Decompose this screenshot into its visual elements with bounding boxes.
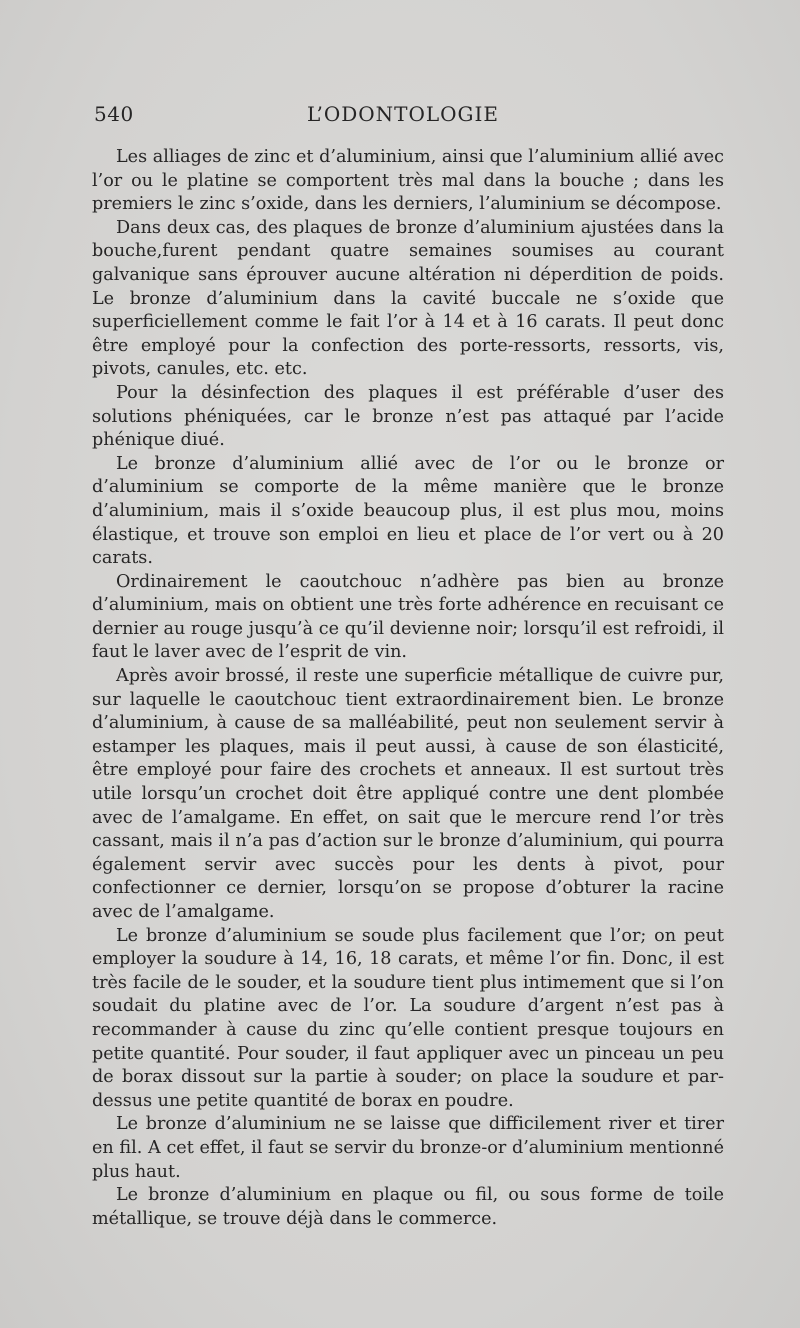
paragraph: Le bronze d’aluminium allié avec de l’or ou le bronze or d’aluminium se comporte de la même manière que le bronze d’aluminium, mais il s’oxide beaucoup plus, il est plus mou, moins élastique, et trouve son emploi en lieu et place de l’or vert ou à 20 carats. xyxy=(92,453,724,569)
page-number: 540 xyxy=(94,102,134,126)
paragraph: Après avoir brossé, il reste une superficie métallique de cuivre pur, sur laquelle le caoutchouc tient extraordinairement bien. Le bronze d’aluminium, à cause de sa malléabilité, peut non seulement servir à estamper les plaques, mais il peut aussi, à cause de son élasticité, être employé pour faire des crochets et anneaux. Il est surtout très utile lorsqu’un crochet doit être appliqué contre une dent plombée avec de l’amalgame. En effet, on sait que le mercure rend l’or très cassant, mais il n’a pas d’action sur le bronze d’aluminium, qui pourra également servir avec succès pour les dents à pivot, pour confectionner ce dernier, lorsqu’on se propose d’obturer la racine avec de l’amalgame. xyxy=(92,666,724,922)
paragraph: Dans deux cas, des plaques de bronze d’aluminium ajustées dans la bouche,furent pendant quatre semaines soumises au courant galvanique sans éprouver aucune altération ni déperdition de poids. Le bronze d’aluminium dans la cavité buccale ne s’oxide que superficiellement comme le fait l’or à 14 et à 16 carats. Il peut donc être employé pour la confection des porte-ressorts, ressorts, vis, pivots, canules, etc. etc. xyxy=(92,217,724,380)
page-header xyxy=(94,102,712,132)
paragraph: Le bronze d’aluminium en plaque ou fil, ou sous forme de toile métallique, se trouve déjà dans le commerce. xyxy=(92,1185,724,1229)
paragraph: Le bronze d’aluminium ne se laisse que difficilement river et tirer en fil. A cet effet, il faut se servir du bronze-or d’aluminium mentionné plus haut. xyxy=(92,1114,724,1182)
running-title: L’ODONTOLOGIE xyxy=(306,102,500,126)
paragraph: Ordinairement le caoutchouc n’adhère pas bien au bronze d’aluminium, mais on obtient une très forte adhérence en recuisant ce dernier au rouge jusqu’à ce qu’il devienne noir; lorsqu’il est refroidi, il faut le laver avec de l’esprit de vin. xyxy=(92,571,724,663)
paragraph: Pour la désinfection des plaques il est préférable d’user des solutions phéniquées, car le bronze n’est pas attaqué par l’acide phénique diué. xyxy=(92,382,724,451)
paragraph: Les alliages de zinc et d’aluminium, ainsi que l’aluminium allié avec l’or ou le platine se comportent très mal dans la bouche ; dans les premiers le zinc s’oxide, dans les derniers, l’aluminium se décompose. xyxy=(92,147,724,215)
paragraph: Le bronze d’aluminium se soude plus facilement que l’or; on peut employer la soudure à 14, 16, 18 carats, et même l’or fin. Donc, il est très facile de le souder, et la soudure tient plus intimement que si l’on soudait du platine avec de l’or. La soudure d’argent n’est pas à recommander à cause du zinc qu’elle contient presque toujours en petite quantité. Pour souder, il faut appliquer avec un pinceau un peu de borax dissout sur la partie à souder; on place la soudure et par-dessus une petite quantité de borax en poudre. xyxy=(92,925,724,1111)
body-text xyxy=(92,146,724,1231)
